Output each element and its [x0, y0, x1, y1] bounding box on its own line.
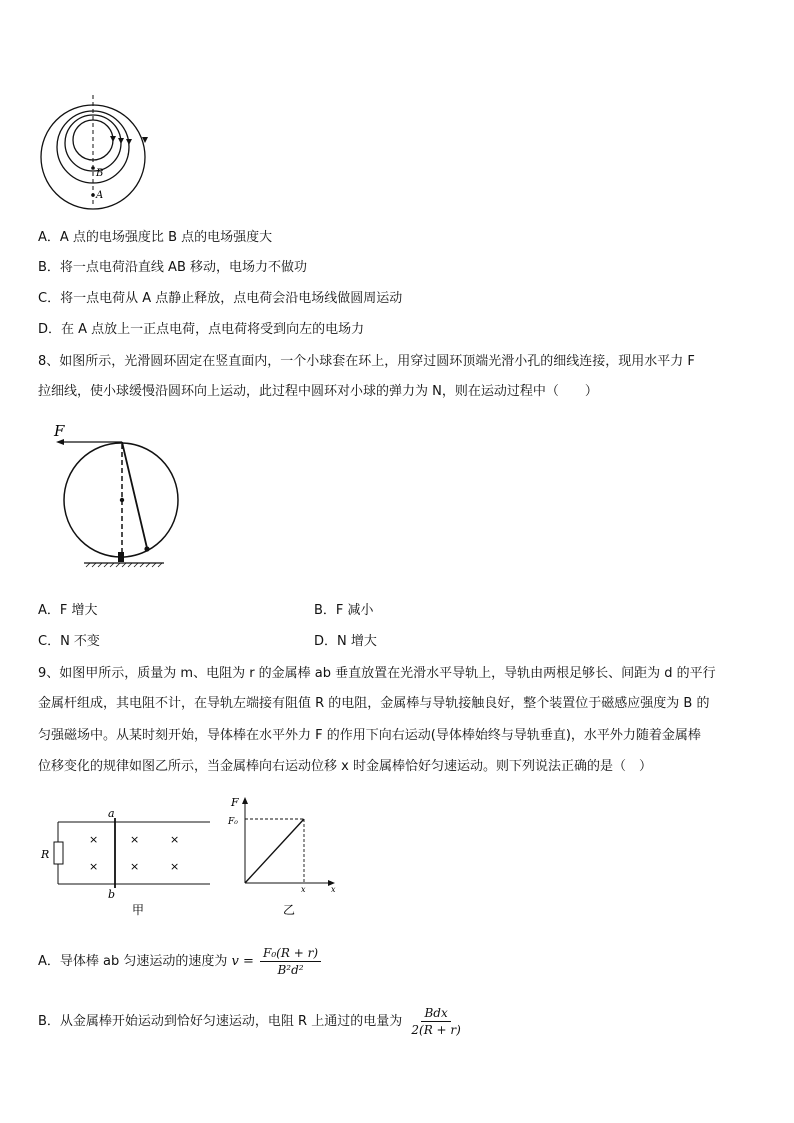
force-label: F — [54, 422, 65, 440]
svg-text:×: × — [170, 833, 180, 846]
point-a-dot — [91, 193, 95, 197]
q7-field-line-figure — [38, 95, 158, 210]
magnetic-field-crosses — [89, 833, 179, 873]
q9-option-a[interactable]: A．导体棒 ab 匀速运动的速度为 v = $\frac{\text{F₀(R + r)}}{\text{B²d²}}$ — [38, 942, 321, 982]
svg-text:×: × — [130, 860, 140, 873]
q9-fig-yi-graph — [225, 795, 345, 917]
f-x-line — [245, 819, 304, 883]
resistor — [54, 842, 63, 864]
q7-option-b[interactable]: B．将一点电荷沿直线 AB 移动，电场力不做功 — [38, 260, 307, 275]
label-a: A — [96, 190, 104, 201]
q8-option-d[interactable]: D．N 增大 — [314, 634, 377, 649]
charge-fraction: $\frac{\text{Bdx}}{2(R + r)}$ — [411, 1006, 461, 1037]
arrow-icon — [126, 139, 132, 145]
q7-option-c[interactable]: C．将一点电荷从 A 点静止释放，点电荷会沿电场线做圆周运动 — [38, 291, 403, 306]
label-x-axis: x — [331, 885, 336, 894]
arrow-icon — [242, 797, 248, 804]
arrow-icon — [110, 136, 116, 142]
q9-option-b[interactable]: B．从金属棒开始运动到恰好匀速运动，电阻 R 上通过的电量为 $\frac{\text{Bdx}}{2(R + r)}$ — [38, 1002, 464, 1042]
ring-center-dot — [120, 498, 124, 502]
label-x-tick: x — [301, 885, 306, 894]
svg-text:×: × — [170, 860, 180, 873]
q9-fig-jia-rails — [38, 806, 218, 916]
velocity-fraction: $\frac{\text{F₀(R + r)}}{\text{B²d²}}$ — [260, 945, 321, 978]
q8-stem-line-2: 拉细线，使小球缓慢沿圆环向上运动，此过程中圆环对小球的弹力为 N，则在运动过程中（ ） — [38, 384, 598, 399]
caption-jia: 甲 — [132, 903, 145, 917]
label-b: B — [96, 168, 104, 179]
q9-stem-line-4: 位移变化的规律如图乙所示，当金属棒向右运动位移 x 时金属棒恰好匀速运动。则下列说法正确的是（ ） — [38, 759, 652, 774]
axis-label-f: F — [231, 796, 239, 809]
label-a: a — [108, 807, 115, 820]
label-b: b — [108, 888, 116, 901]
label-f0: F₀ — [228, 817, 238, 827]
q8-stem-line-1: 8、如图所示，光滑圆环固定在竖直面内，一个小球套在环上，用穿过圆环顶端光滑小孔的细线连接，现用水平力 F — [38, 354, 695, 369]
caption-yi: 乙 — [283, 903, 296, 917]
ball — [144, 546, 149, 551]
point-b-dot — [91, 166, 95, 170]
q7-option-a[interactable]: A．A 点的电场强度比 B 点的电场强度大 — [38, 230, 273, 245]
svg-text:×: × — [89, 833, 99, 846]
q8-ring-figure — [50, 420, 195, 570]
label-r: R — [41, 848, 50, 861]
q8-option-a[interactable]: A．F 增大 — [38, 603, 98, 618]
svg-text:×: × — [130, 833, 140, 846]
arrow-icon — [118, 138, 124, 144]
svg-text:×: × — [89, 860, 99, 873]
q8-option-b[interactable]: B．F 减小 — [314, 603, 374, 618]
q8-option-c[interactable]: C．N 不变 — [38, 634, 100, 649]
q7-option-d[interactable]: D．在 A 点放上一正点电荷，点电荷将受到向左的电场力 — [38, 322, 365, 337]
q9-stem-line-3: 匀强磁场中。从某时刻开始，导体棒在水平外力 F 的作用下向右运动(导体棒始终与导轨垂直)，水平外力随着金属棒 — [38, 728, 701, 743]
velocity-lhs: v = — [231, 954, 254, 969]
support-post — [118, 552, 124, 562]
rope-line — [122, 442, 147, 548]
q9-stem-line-2: 金属杆组成，其电阻不计，在导轨左端接有阻值 R 的电阻，金属棒与导轨接触良好，整个装置位于磁感应强度为 B 的 — [38, 696, 710, 711]
q9-stem-line-1: 9、如图甲所示，质量为 m、电阻为 r 的金属棒 ab 垂直放置在光滑水平导轨上，导轨由两根足够长、间距为 d 的平行 — [38, 666, 716, 681]
